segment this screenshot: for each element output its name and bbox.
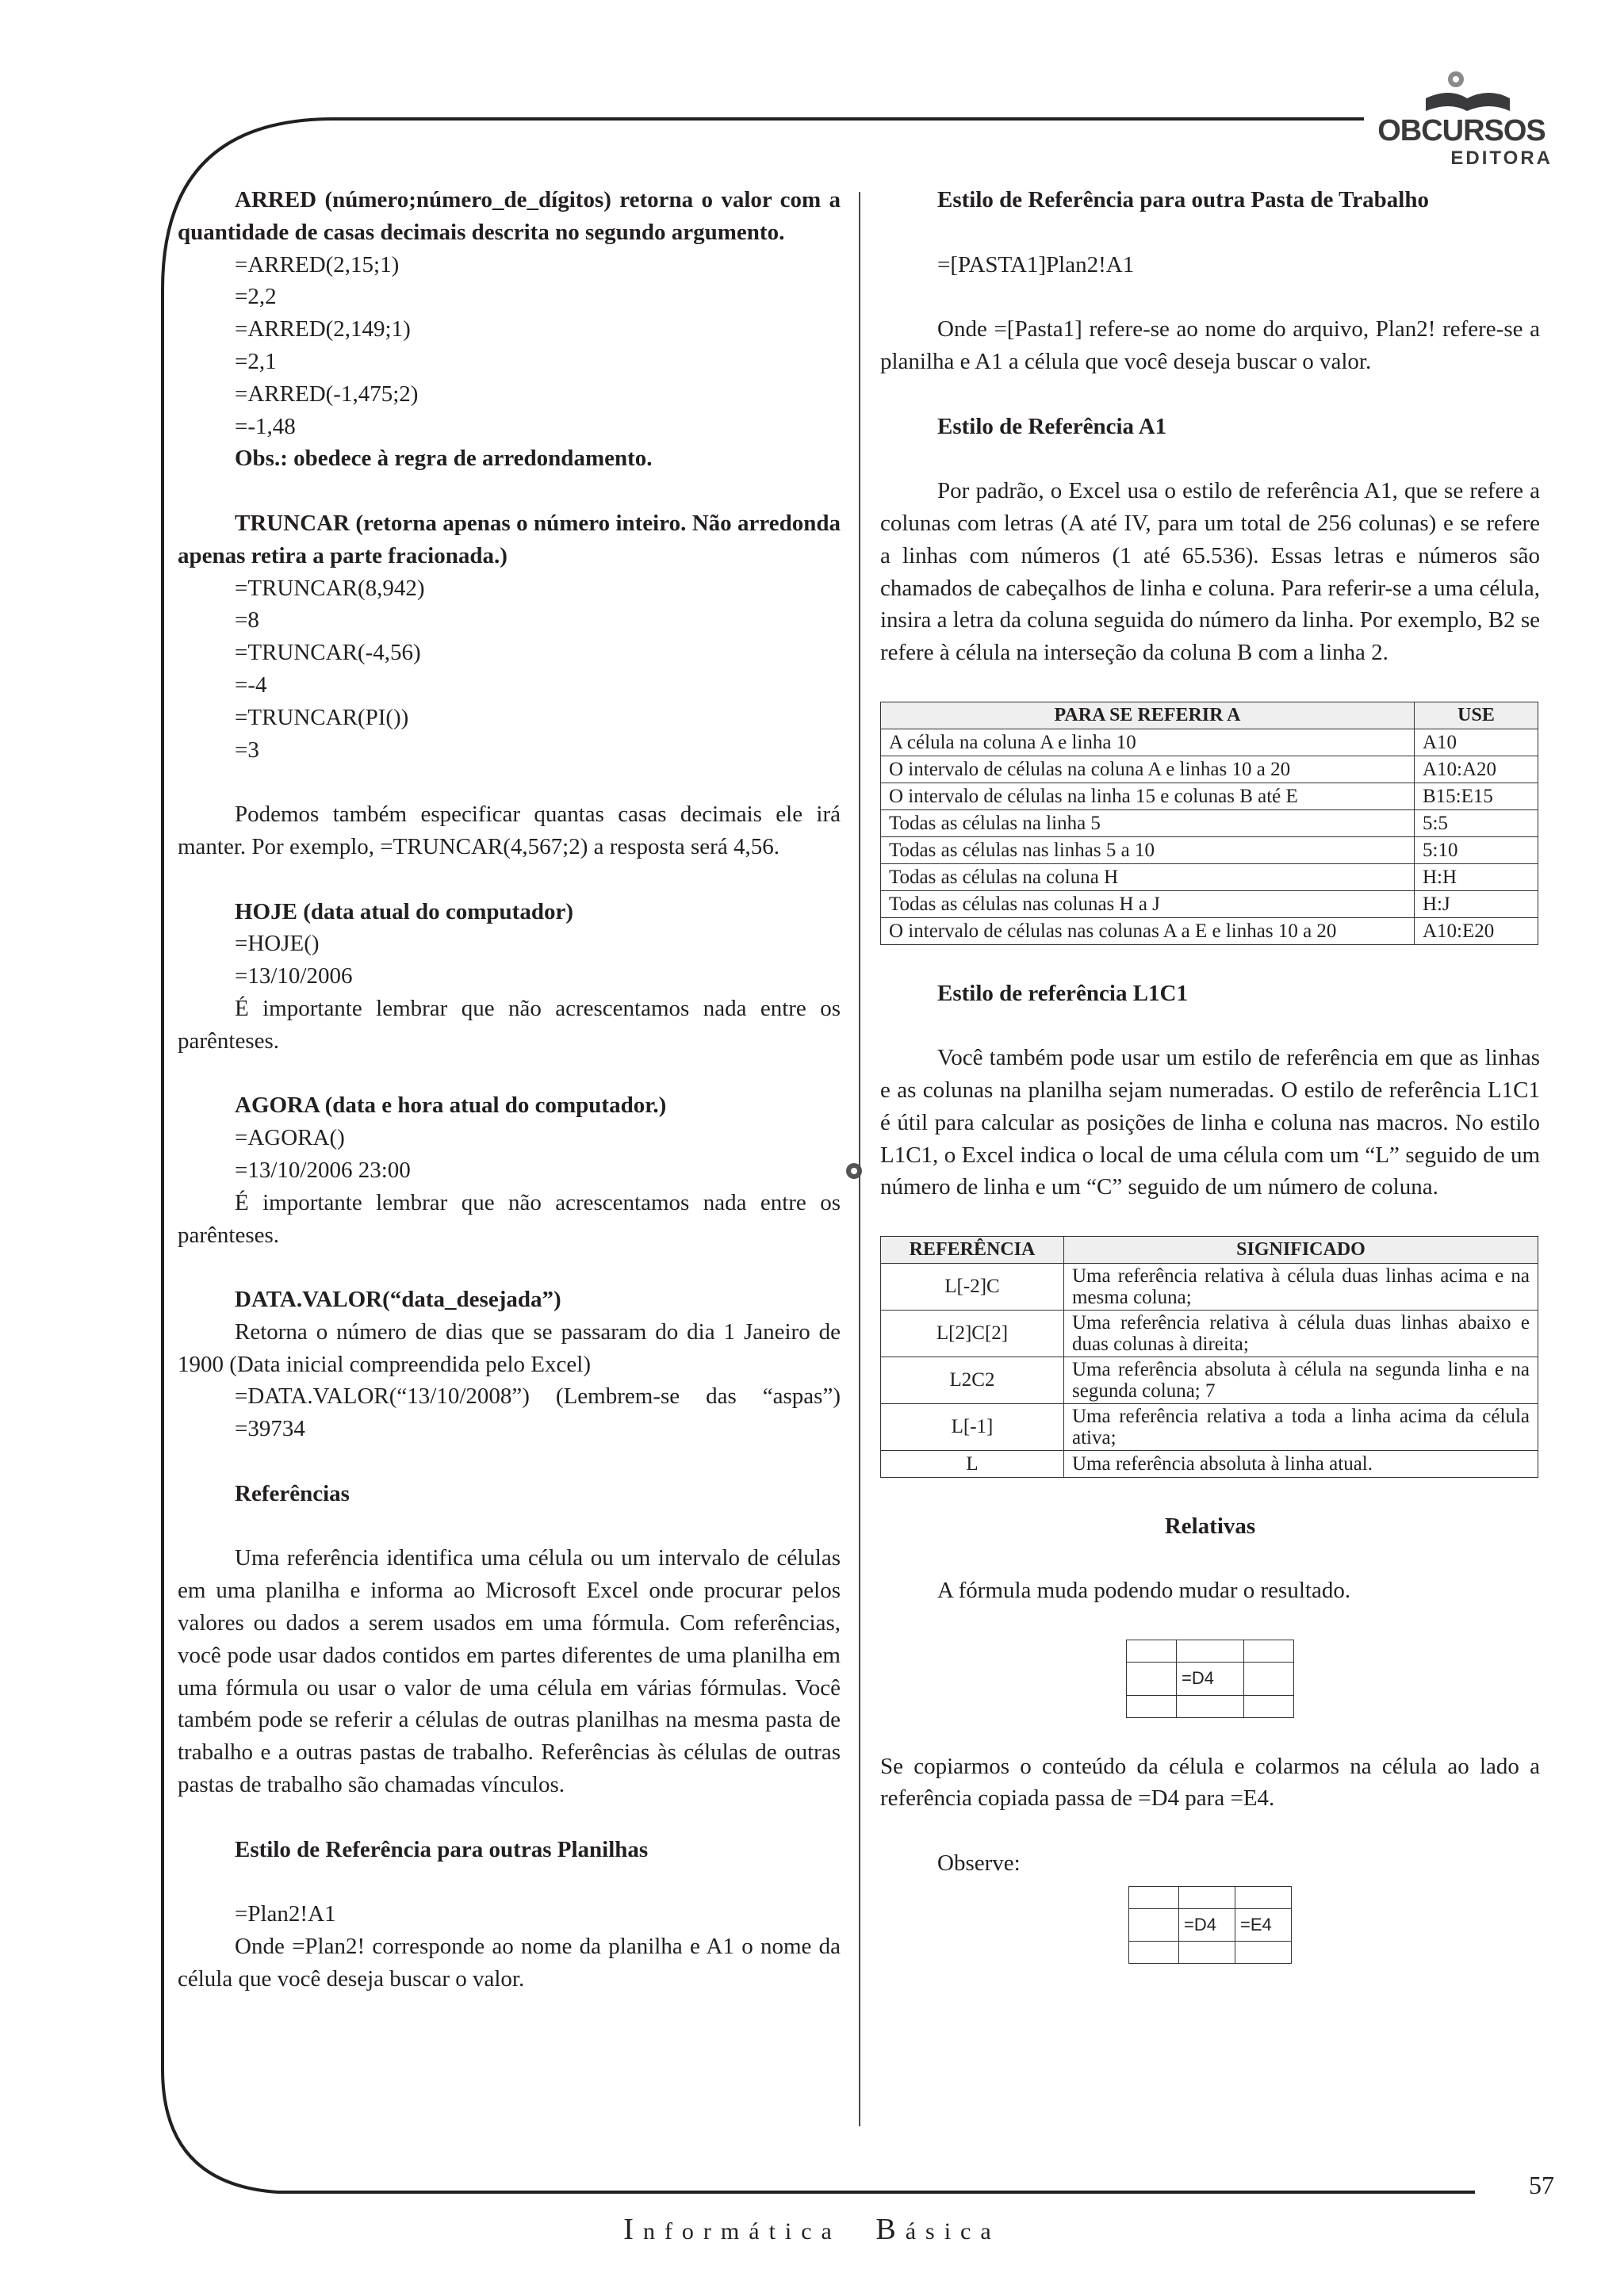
hoje-note: É importante lembrar que não acrescentamos nada entre os parênteses. (178, 995, 841, 1054)
book-icon (1370, 65, 1553, 116)
table-cell: Uma referência absoluta à célula na segunda linha e na segunda coluna; 7 (1064, 1357, 1538, 1403)
formula-line: =13/10/2006 (235, 963, 353, 989)
a1-title: Estilo de Referência A1 (937, 413, 1167, 439)
table-header: USE (1415, 702, 1538, 729)
logo-subtitle: EDITORA (1450, 147, 1553, 169)
table-cell: L (881, 1450, 1064, 1477)
datavalor-result: =39734 (235, 1416, 305, 1442)
table-cell: O intervalo de células na coluna A e linhas 10 a 20 (881, 756, 1415, 783)
table-cell: Todas as células na linha 5 (881, 809, 1415, 836)
table-cell: Uma referência absoluta à linha atual. (1064, 1450, 1538, 1477)
hoje-title: HOJE (data atual do computador) (235, 898, 573, 924)
table-row (881, 809, 1538, 836)
footer-initial: B (875, 2213, 906, 2246)
example-grid-1 (1126, 1640, 1294, 1718)
table-cell: H:H (1415, 863, 1538, 890)
table-cell: A10:E20 (1415, 917, 1538, 944)
formula-line: =-4 (235, 672, 267, 698)
table-header: PARA SE REFERIR A (881, 702, 1415, 729)
table-cell: Uma referência relativa à célula duas linhas abaixo e duas colunas à direita; (1064, 1310, 1538, 1357)
copy-paragraph: Se copiarmos o conteúdo da célula e colarmos na célula ao lado a referência copiada passa de =D4 para =E4. (880, 1753, 1540, 1812)
table-cell: Todas as células na coluna H (881, 863, 1415, 890)
table-row (881, 1263, 1538, 1310)
l1c1-title: Estilo de referência L1C1 (937, 980, 1188, 1006)
a1-reference-table (880, 702, 1538, 945)
formula-line: =ARRED(2,149;1) (235, 316, 411, 342)
table-cell: L[-2]C (881, 1263, 1064, 1310)
footer-word: ásica (905, 2218, 1001, 2244)
truncar-title: TRUNCAR (retorna apenas o número inteiro. Não arredonda apenas retira a parte fracionada.) (178, 510, 841, 568)
logo-name: OBCURSOS (1377, 114, 1545, 147)
outras-planilhas-paragraph: Onde =Plan2! corresponde ao nome da planilha e A1 o nome da célula que você deseja buscar o valor. (178, 1934, 841, 1992)
truncar-paragraph: Podemos também especificar quantas casas decimais ele irá manter. Por exemplo, =TRUNCAR(4,567;2) a resposta será 4,56. (178, 802, 841, 859)
footer-initial: I (623, 2213, 643, 2246)
table-cell: B15:E15 (1415, 783, 1538, 809)
formula-line: =TRUNCAR(8,942) (235, 575, 425, 601)
table-cell: A10:A20 (1415, 756, 1538, 783)
a1-paragraph: Por padrão, o Excel usa o estilo de referência A1, que se refere a colunas com letras (A até IV, para um total de 256 colunas) e se refere a linhas com números (1 até 65.536). Essas letras e números são chamados de cabeçalhos de linha e coluna. Para referir-se a uma célula, insira a letra da coluna seguida do número da linha. Por exemplo, B2 se refere à célula na interseção da coluna B com a linha 2. (880, 478, 1540, 666)
agora-title: AGORA (data e hora atual do computador.) (235, 1093, 667, 1119)
pasta-title: Estilo de Referência para outra Pasta de Trabalho (937, 187, 1429, 212)
formula-line: =13/10/2006 23:00 (235, 1157, 411, 1183)
formula-line: =TRUNCAR(PI()) (235, 704, 409, 730)
registration-mark-icon (842, 1159, 866, 1183)
formula-line: =HOJE() (235, 931, 320, 957)
table-header-row (881, 702, 1538, 729)
table-cell: O intervalo de células nas colunas A a E e linhas 10 a 20 (881, 917, 1415, 944)
l1c1-reference-table (880, 1236, 1538, 1478)
table-cell: A célula na coluna A e linha 10 (881, 729, 1415, 756)
grid-cell: =D4 (1179, 1908, 1235, 1942)
relativas-title: Relativas (1164, 1513, 1256, 1539)
pasta-paragraph: Onde =[Pasta1] refere-se ao nome do arquivo, Plan2! refere-se a planilha e A1 a célula que você deseja buscar o valor. (880, 316, 1540, 374)
page-number: 57 (1529, 2171, 1554, 2199)
table-cell: 5:10 (1415, 836, 1538, 863)
outras-planilhas-title: Estilo de Referência para outras Planilhas (235, 1836, 649, 1862)
table-row (881, 863, 1538, 890)
table-row (881, 836, 1538, 863)
left-column (178, 184, 841, 1996)
table-row (881, 917, 1538, 944)
observe-label: Observe: (937, 1850, 1021, 1876)
datavalor-example: =DATA.VALOR(“13/10/2008”) (Lembrem-se das “aspas”) (235, 1383, 841, 1410)
table-cell: Todas as células nas linhas 5 a 10 (881, 836, 1415, 863)
table-row (881, 1357, 1538, 1403)
table-cell: L2C2 (881, 1357, 1064, 1403)
referencias-title: Referências (235, 1480, 350, 1506)
formula-line: =AGORA() (235, 1125, 345, 1151)
grid-cell: =E4 (1235, 1908, 1292, 1942)
table-row (881, 1403, 1538, 1450)
table-header: SIGNIFICADO (1064, 1236, 1538, 1263)
table-cell: L[-1] (881, 1403, 1064, 1450)
table-header: REFERÊNCIA (881, 1236, 1064, 1263)
referencias-paragraph: Uma referência identifica uma célula ou um intervalo de células em uma planilha e informa ao Microsoft Excel onde procurar pelos valores ou dados a serem usados em uma fórmula. Com referências, você pode usar dados contidos em partes diferentes de uma planilha em uma fórmula ou usar o valor de uma célula em várias fórmulas. Você também pode se referir a células de outras planilhas na mesma pasta de trabalho e a outras pastas de trabalho. Referências às células de outras pastas de trabalho são chamadas vínculos. (178, 1545, 841, 1798)
table-cell: Todas as células nas colunas H a J (881, 890, 1415, 917)
l1c1-paragraph: Você também pode usar um estilo de referência em que as linhas e as colunas na planilha sejam numeradas. O estilo de referência L1C1 é útil para calcular as posições de linha e coluna nas macros. No estilo L1C1, o Excel indica o local de uma célula com um “L” seguido de um número de linha e um “C” seguido de um número de coluna. (880, 1045, 1540, 1200)
table-cell: A10 (1415, 729, 1538, 756)
right-column (880, 184, 1540, 1964)
table-cell: 5:5 (1415, 809, 1538, 836)
arred-observation: Obs.: obedece à regra de arredondamento. (235, 446, 653, 472)
table-row (881, 729, 1538, 756)
running-footer (0, 2212, 1624, 2247)
table-row (881, 890, 1538, 917)
datavalor-paragraph: Retorna o número de dias que se passaram do dia 1 Janeiro de 1900 (Data inicial compreendida pelo Excel) (178, 1318, 841, 1377)
outras-planilhas-example: =Plan2!A1 (235, 1901, 336, 1927)
table-cell: H:J (1415, 890, 1538, 917)
formula-line: =-1,48 (235, 413, 296, 439)
formula-line: =2,2 (235, 284, 277, 310)
formula-line: =ARRED(-1,475;2) (235, 381, 419, 407)
table-cell: Uma referência relativa à célula duas linhas acima e na mesma coluna; (1064, 1263, 1538, 1310)
table-cell: O intervalo de células na linha 15 e colunas B até E (881, 783, 1415, 809)
formula-line: =ARRED(2,15;1) (235, 251, 400, 277)
formula-line: =2,1 (235, 348, 277, 374)
column-divider (859, 192, 860, 2126)
relativas-paragraph: A fórmula muda podendo mudar o resultado. (937, 1578, 1351, 1604)
table-row (881, 1310, 1538, 1357)
table-row (881, 783, 1538, 809)
datavalor-title: DATA.VALOR(“data_desejada”) (235, 1287, 561, 1313)
table-cell: L[2]C[2] (881, 1310, 1064, 1357)
table-header-row (881, 1236, 1538, 1263)
grid-cell: =D4 (1177, 1662, 1244, 1695)
formula-line: =3 (235, 737, 259, 763)
pasta-example: =[PASTA1]Plan2!A1 (937, 251, 1135, 277)
formula-line: =8 (235, 607, 259, 633)
publisher-logo (1370, 65, 1553, 176)
table-cell: Uma referência relativa a toda a linha acima da célula ativa; (1064, 1403, 1538, 1450)
agora-note: É importante lembrar que não acrescentamos nada entre os parênteses. (178, 1189, 841, 1248)
arred-title: ARRED (número;número_de_dígitos) retorna o valor com a quantidade de casas decimais descrita no segundo argumento. (178, 187, 841, 245)
table-row (881, 756, 1538, 783)
formula-line: =TRUNCAR(-4,56) (235, 640, 421, 666)
footer-word: nformática (642, 2218, 841, 2244)
table-row (881, 1450, 1538, 1477)
example-grid-2 (1128, 1886, 1292, 1965)
